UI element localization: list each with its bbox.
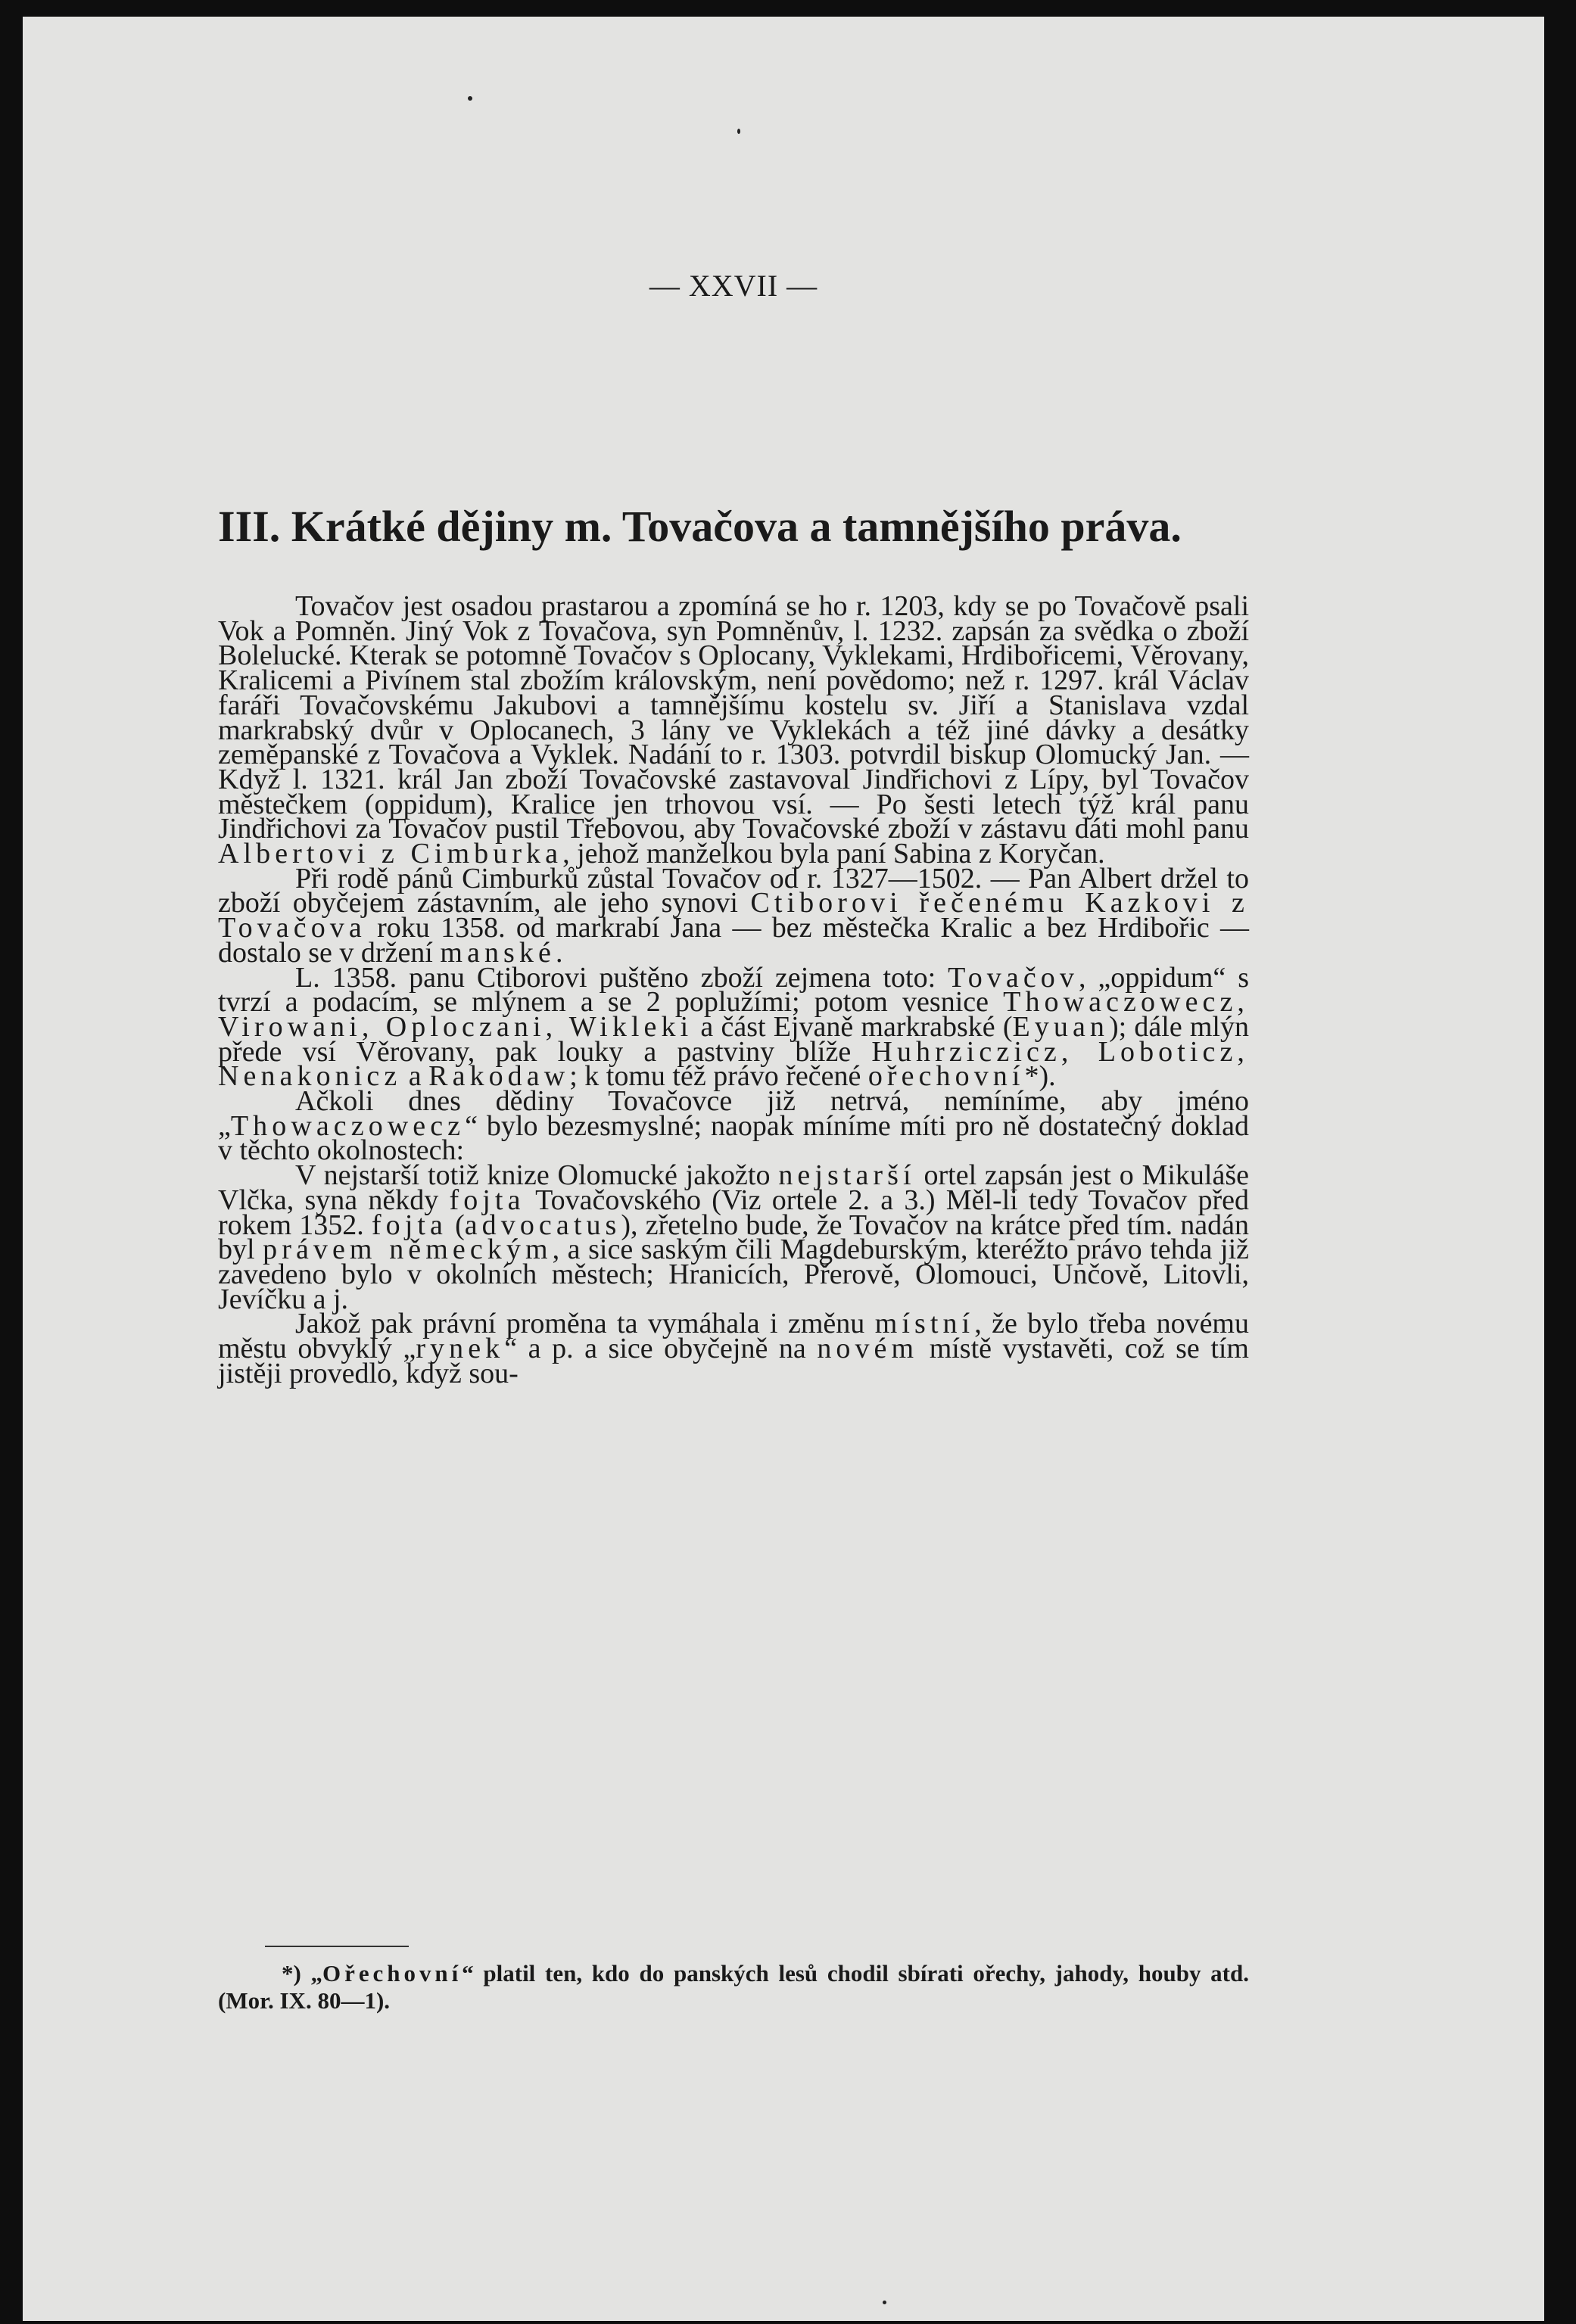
footnote-text [218, 1960, 1249, 2014]
spaced-emphasis: fojta [449, 1184, 525, 1216]
text-run: , „oppidum“ s tvrzí a podacím, se mlýnem a se 2 poplužími; potom vesnice [218, 961, 1249, 1019]
text-run: a [401, 1060, 429, 1093]
spaced-emphasis: Eyuan [1012, 1010, 1109, 1043]
text-run: a část Ejvaně markrabské ( [693, 1010, 1013, 1043]
paragraph [218, 1159, 1250, 1315]
text-run: *) „ [282, 1960, 323, 1986]
spaced-emphasis: novém [817, 1333, 919, 1365]
text-run: roku 1358. od markrabí Jana — bez městečka Kralic a bez Hrdibořic — dostalo se v držení [218, 912, 1249, 969]
spaced-emphasis: manské [440, 936, 556, 969]
paragraph [218, 961, 1249, 1093]
paragraph [218, 1085, 1249, 1167]
paragraph [218, 862, 1249, 969]
spaced-emphasis: Rakodaw [428, 1060, 570, 1093]
paragraph [218, 590, 1249, 870]
footnote [218, 1960, 1249, 2014]
text-run: *). [1024, 1060, 1056, 1093]
text-run: “ a p. a sice obyčejně na [504, 1333, 818, 1365]
spaced-emphasis: Albertovi z Cimburka [218, 838, 563, 870]
text-run: , a sice saským čili Magdeburským, kteréžto právo tehda již zavedeno bylo v okolních městech; Hranicích, Přerově, Olomouci, Unčově, Litovli, Jevíčku a j. [218, 1234, 1249, 1315]
spaced-emphasis: Thowaczowecz [230, 1109, 466, 1142]
spaced-emphasis: Thowaczowecz, Virowani, Oploczani, Wikleki [218, 986, 1249, 1043]
text-run: ortel zapsán jest o Mikuláše Vlčka, syna někdy [218, 1159, 1250, 1216]
text-run: ); dále mlýn přede vsí Věrovany, pak louky a pastviny blíže [218, 1010, 1249, 1068]
body-text [218, 590, 1250, 1389]
spaced-emphasis: advocatus [464, 1209, 621, 1241]
spaced-emphasis: Tovačov [948, 961, 1079, 994]
text-run: L. 1358. panu Ctiborovi puštěno zboží zejmena toto: [295, 961, 948, 994]
spaced-emphasis: Ořechovní [322, 1960, 463, 1986]
spaced-emphasis: právem německým [263, 1234, 553, 1266]
paragraph [218, 1308, 1249, 1389]
spaced-emphasis: rynek [416, 1333, 505, 1365]
text-run: . [555, 936, 563, 969]
spaced-emphasis: místní [874, 1308, 975, 1340]
text-run: , jehož manželkou byla paní Sabina z Koryčan. [562, 838, 1105, 870]
page-number: — XXVII — [649, 269, 818, 303]
chapter-heading: III. Krátké dějiny m. Tovačova a tamnějšího práva. [218, 502, 1182, 551]
text-run: V nejstarší totiž knize Olomucké jakožto [295, 1159, 779, 1192]
spaced-emphasis: Huhrziczicz, Loboticz, Nenakonicz [218, 1035, 1249, 1093]
text-run: Tovačov jest osadou prastarou a zpomíná se ho r. 1203, kdy se po Tovačově psali Vok a Pomněn. Jiný Vok z Tovačova, syn Pomněnův, l. 1232. zapsán za svědka o zboží Bolelucké. Kterak se potomně Tovačov s Oplocany, Vyklekami, Hrdibořicemi, Věrovany, Kralicemi a Pivínem stal zbožím královským, není povědomo; než r. 1297. král Václav faráři Tovačovskému Jakubovi a tamnějšímu kostelu sv. Jiří a Stanislava vzdal markrabský dvůr v Oplocanech, 3 lány ve Vyklekách a též jiné dávky a desátky zeměpanské z Tovačova a Vyklek. Nadání to r. 1303. potvrdil biskup Olomucký Jan. — Když l. 1321. král Jan zboží Tovačovské zastavoval Jindřichovi z Lípy, byl Tovačov městečkem (oppidum), Kralice jen trhovou vsí. — Po šesti letech týž král panu Jindřichovi za Tovačov pustil Třebovou, aby Tovačovské zboží v zástavu dáti mohl panu [218, 590, 1249, 845]
footnote-separator [265, 1946, 409, 1947]
text-run: Tovačovského (Viz ortele 2. a 3.) Měl-li tedy Tovačov před rokem 1352. [218, 1184, 1249, 1241]
text-run: ; k tomu též právo řečené [569, 1060, 868, 1093]
text-run: Ačkoli dnes dědiny Tovačovce již netrvá, nemíníme, aby jméno „ [218, 1085, 1249, 1142]
ink-speck [468, 96, 472, 101]
spaced-emphasis: Ctiborovi řečenému Kazkovi z Tovačova [218, 887, 1249, 944]
ink-speck [737, 129, 740, 134]
text-run: Jakož pak právní proměna ta vymáhala i změnu [295, 1308, 875, 1340]
spaced-emphasis: fojta [371, 1209, 447, 1241]
spaced-emphasis: nejstarší [778, 1159, 916, 1192]
page-sheet [23, 17, 1544, 2321]
text-run: ( [447, 1209, 465, 1241]
spaced-emphasis: ořechovní [867, 1060, 1025, 1093]
text-run: místě vystavěti, což se tím jistěji provedlo, když sou- [218, 1333, 1249, 1389]
text-run: Při rodě pánů Cimburků zůstal Tovačov od r. 1327—1502. — Pan Albert držel to zboží obyčejem zástavním, ale jeho synovi [218, 862, 1249, 919]
text-run: ), zřetelno bude, že Tovačov na krátce před tím. nadán byl [218, 1209, 1250, 1266]
text-run: , že bylo třeba novému městu obvyklý „ [218, 1308, 1249, 1365]
text-run: “ bylo bezesmyslné; naopak míníme míti pro ně dostatečný doklad v těchto okolnostech: [218, 1109, 1249, 1167]
ink-speck [883, 2301, 886, 2304]
text-run: “ platil ten, kdo do panských lesů chodil sbírati ořechy, jahody, houby atd. (Mor. IX. 80—1). [218, 1960, 1249, 2014]
